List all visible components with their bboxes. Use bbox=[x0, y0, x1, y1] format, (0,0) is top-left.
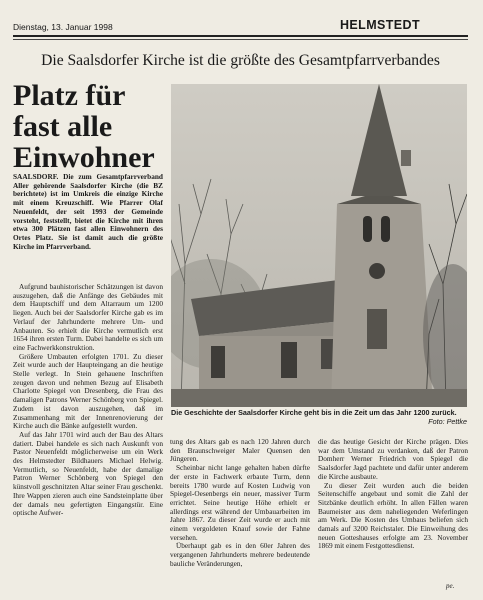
photo-caption bbox=[171, 409, 467, 426]
headline bbox=[13, 80, 163, 173]
church-photo bbox=[171, 84, 467, 407]
paragraph: Aufgrund bauhistorischer Schätzungen ist davon auszugehen, daß die Anfänge des Gebäudes mit dem Hauptschiff und dem Altarraum um 1200 liegen. Auch bei der Saalsdorfer Kirche gab es im Verlauf der Jahrhunderte mehrere Um- und Anbauten. So erhielt die Kirche vermutlich erst 1654 ihren ersten Turm. Dabei handelte es sich um eine Fachwerkkonstruktion. bbox=[13, 282, 163, 352]
header-rule bbox=[13, 35, 468, 37]
paragraph: tung des Altars gab es nach 120 Jahren durch den Braunschweiger Maler Quensen den Jüngeren. bbox=[170, 437, 310, 464]
headline-line-3: Einwohner bbox=[13, 141, 155, 174]
author-signature: pe. bbox=[446, 582, 455, 590]
lead-paragraph: SAALSDORF. Die zum Gesamtpfarrverband Aller gehörende Saalsdorfer Kirche (die BZ berichtete) ist im Umkreis die einzige Kirche mit einem Kreuzschiff. Wie Pfarrer Olaf Neuenfeldt, der seit 1993 der Gemeinde vorsteht, feststellt, bietet die Kirche mit ihren etwa 300 Plätzen fast allen Einwohnern des Ortes Platz. Sie ist damit auch die größte Kirche im Pfarrverband. bbox=[13, 172, 163, 251]
paragraph: Überhaupt gab es in den 60er Jahren des vergangenen Jahrhunderts mehrere bedeutende bauliche Veränderungen, bbox=[170, 541, 310, 568]
section-title: HELMSTEDT bbox=[340, 18, 420, 32]
headline-line-1: Platz für bbox=[13, 79, 126, 112]
dateline: Dienstag, 13. Januar 1998 bbox=[13, 22, 113, 32]
article-column-1 bbox=[13, 283, 163, 518]
headline-line-2: fast alle bbox=[13, 110, 113, 143]
article-lead bbox=[13, 173, 163, 251]
paragraph: Auf das Jahr 1701 wird auch der Bau des Altars datiert. Dabei handele es sich nach Auskunft von Pastor Neuenfeldt möglicherweise um ein Werk des Helmstedter Bildhauers Michael Helwig. Vermutlich, so Neuenfeldt, habe der damalige Patron Werner Schönberg von Spiegel den künstvoll geschnitzten Altar seiner Frau geschenkt. Ihre Wappen zieren auch eine Sandsteinplatte über der damals neu gefertigten Eingangstür. Eine optische Aufwer- bbox=[13, 429, 163, 518]
paragraph: die das heutige Gesicht der Kirche prägen. Dies war dem Umstand zu verdanken, daß der Patron Domherr Werner Friedrich von Spiegel die Saalsdorfer Jagd pachtete und dafür unter anderem die Kirche ausbaute. bbox=[318, 437, 468, 481]
article-column-2 bbox=[170, 438, 310, 569]
paragraph: Zu dieser Zeit wurden auch die beiden Seitenschiffe angebaut und somit die Zahl der Sitzbänke deutlich erhöht. In allen Fällen waren Baumeister aus dem naheliegenden Weferlingen am Werk. Die Kosten des Umbaus beliefen sich damals auf 3200 Reichstaler. Die Einweihung des neuen Gotteshauses erfolgte am 23. November 1869 mit einem Festgottesdienst. bbox=[318, 480, 468, 551]
paragraph: Scheinbar nicht lange gehalten haben dürfte der erste in Fachwerk erbaute Turm, denn bereits 1780 wurde auf Kosten Ludwig von Spiegel-Oesenbergs ein neuer, massiver Turm errichtet. Seine heutige Höhe erhielt er allerdings erst während der Umbauarbeiten im Jahre 1867. Zu dieser Zeit wurde er auch mit einem vergoldeten Knauf sowie der Fahne versehen. bbox=[170, 463, 310, 542]
subheadline: Die Saalsdorfer Kirche ist die größte des Gesamtpfarrverbandes bbox=[41, 52, 440, 69]
photo-credit: Foto: Pettke bbox=[428, 416, 467, 426]
church-image bbox=[171, 84, 467, 407]
caption-text: Die Geschichte der Saalsdorfer Kirche geht bis in die Zeit um das Jahr 1200 zurück. bbox=[171, 408, 457, 417]
paragraph: Größere Umbauten erfolgten 1701. Zu dieser Zeit wurde auch der Haupteingang an die heutige Stelle verlegt. In Stein gehauene Inschriften zeugen davon und nehmen Bezug auf Elisabeth Charlotte Spiegel von Dresenberg, die Frau des damaligen Patrons Werner Schönberg von Spiegel. Zudem ist davon auszugehen, daß im Zusammenhang mit der Innenrenovierung der Kirche auch die Bänke aufgestellt wurden. bbox=[13, 351, 163, 431]
article-column-3 bbox=[318, 438, 468, 551]
header-rule-thin bbox=[13, 39, 468, 40]
